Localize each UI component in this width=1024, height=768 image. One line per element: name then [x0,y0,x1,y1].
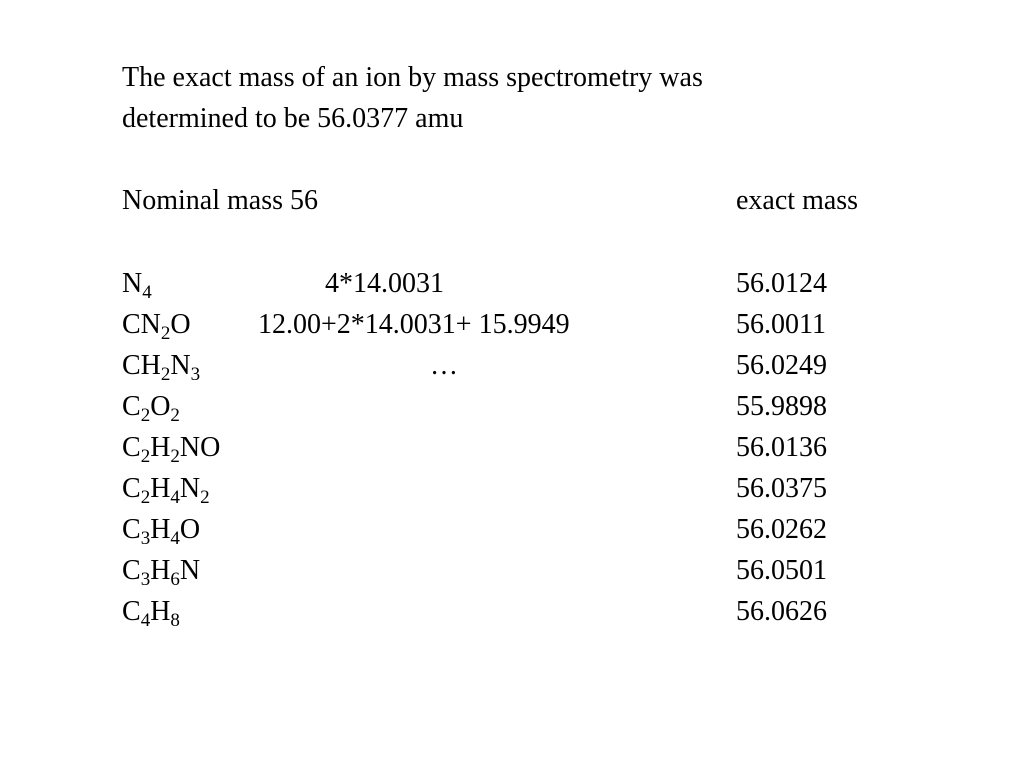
table-row [0,308,1024,349]
exact-mass-value: 56.0124 [736,268,827,299]
molecular-formula: $C_3H_6N$ [122,555,201,590]
table-row [0,472,1024,513]
exact-mass-value: 56.0375 [736,473,827,504]
exact-mass-value: 56.0626 [736,596,827,627]
table-row [0,513,1024,554]
molecular-formula: $N_4$ [122,268,152,303]
exact-mass-value: 56.0011 [736,309,826,340]
intro-line-1: The exact mass of an ion by mass spectrometry was [122,62,703,93]
table-row [0,431,1024,472]
molecular-formula: $C_3H_4O$ [122,514,201,549]
molecular-formula: $CN_2O$ [122,309,191,344]
table-row [0,554,1024,595]
intro-line-2: determined to be 56.0377 amu [122,103,464,134]
exact-mass-value: 56.0501 [736,555,827,586]
exact-mass-value: 56.0136 [736,432,827,463]
table-row [0,390,1024,431]
molecular-formula: $C_2O_2$ [122,391,180,426]
exact-mass-value: 56.0249 [736,350,827,381]
molecular-formula: $C_2H_4N_2$ [122,473,210,508]
exact-mass-value: 55.9898 [736,391,827,422]
exact-mass-value: 56.0262 [736,514,827,545]
exact-mass-header: exact mass [736,185,859,216]
molecular-formula: $C_2H_2NO$ [122,432,221,467]
mass-calculation: 4*14.0031 [325,268,444,299]
molecular-formula: $CH_2N_3$ [122,350,201,385]
table-row [0,349,1024,390]
table-row [0,267,1024,308]
molecular-formula: $C_4H_8$ [122,596,180,631]
mass-calculation: … [430,350,458,381]
nominal-mass-header: Nominal mass 56 [122,185,318,216]
mass-calculation: 12.00+2*14.0031+ 15.9949 [258,309,570,340]
table-row [0,595,1024,636]
